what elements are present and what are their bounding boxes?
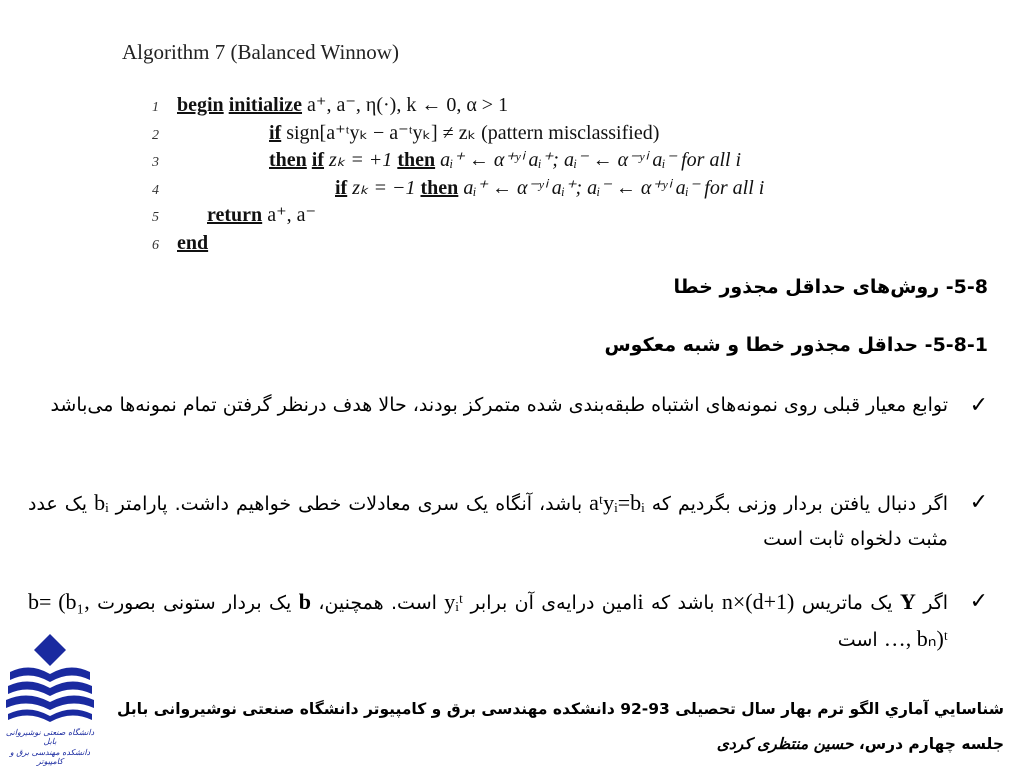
bullet-text-part: یک بردار ستونی بصورت <box>97 592 292 614</box>
bullet-text-part: یک عدد مثبت دلخواه ثابت است <box>28 493 948 550</box>
line-3-text: aᵢ⁺ ← α⁺ʸⁱ aᵢ⁺; aᵢ⁻ ← α⁻ʸⁱ aᵢ⁻ for all i <box>440 149 742 171</box>
line-number: 5 <box>152 210 159 225</box>
keyword-then: then <box>269 149 307 171</box>
line-4-text: aᵢ⁺ ← α⁻ʸⁱ aᵢ⁺; aᵢ⁻ ← α⁺ʸⁱ aᵢ⁻ for all i <box>463 176 765 199</box>
section-heading: 5-8- روش‌های حداقل مجذور خطا <box>673 276 988 298</box>
line-4-condition: zₖ = −1 <box>352 176 416 199</box>
footer-author: حسین منتظری کردی <box>716 735 854 753</box>
parameter-bi: bᵢ <box>94 490 109 515</box>
bullet-text-part: اگر دنبال یافتن بردار وزنی بگردیم که <box>651 493 948 515</box>
logo-text: دانشگاه صنعتی نوشیروانی بابل <box>5 728 95 746</box>
logo-text: دانشکده مهندسی برق و کامپیوتر <box>9 748 91 766</box>
keyword-begin: begin <box>177 94 224 116</box>
bullet-item <box>28 388 988 423</box>
keyword-if: if <box>335 176 348 199</box>
index-i: i <box>637 589 644 614</box>
subsection-heading: 5-8-1- حداقل مجذور خطا و شبه معکوس <box>604 334 988 356</box>
bullet-text-part: اگر <box>923 592 949 614</box>
line-number: 4 <box>152 182 159 198</box>
bullet-text: توابع معیار قبلی روی نمونه‌های اشتباه طبقه‌بندی شده متمرکز بودند، حالا هدف درنظر گرفتن تمام نمونه‌ها می‌باشد <box>50 394 948 416</box>
vector-b: b <box>298 589 311 614</box>
bullet-text-part: باشد که <box>650 592 715 614</box>
vector-b-definition: b= (b₁, …, bₙ)ᵗ <box>28 589 948 651</box>
line-5-text: a⁺, a⁻ <box>267 204 317 226</box>
footer-session: جلسه چهارم درس، <box>858 735 1004 753</box>
keyword-if: if <box>311 149 325 171</box>
equation: aᵗyᵢ=bᵢ <box>589 490 645 515</box>
line-number: 3 <box>152 155 159 170</box>
line-3-condition: zₖ = +1 <box>329 149 393 171</box>
bullet-text <box>28 584 948 658</box>
checkmark-icon: ✓ <box>969 589 988 614</box>
line-2-text: sign[a⁺ᵗyₖ − a⁻ᵗyₖ] ≠ zₖ (pattern misclassified) <box>286 121 660 144</box>
footer-course-info: شناسايي آماري الگو ترم بهار سال تحصیلی 93-92 دانشکده مهندسی برق و کامپیوتر دانشگاه صنعتی نوشیروانی بابل <box>117 700 1004 718</box>
bullet-item <box>28 485 988 557</box>
keyword-if: if <box>269 121 282 144</box>
bullet-text-part: یک ماتریس <box>801 592 893 614</box>
bullet-text-part: باشد، آنگاه یک سری معادلات خطی خواهیم داشت. پارامتر <box>115 493 583 515</box>
checkmark-icon: ✓ <box>969 393 988 418</box>
keyword-then: then <box>420 176 459 199</box>
matrix-Y: Y <box>899 589 916 614</box>
line-number: 2 <box>152 127 159 143</box>
keyword-initialize: initialize <box>228 94 303 116</box>
matrix-dimension: n×(d+1) <box>721 589 795 614</box>
university-logo <box>4 632 96 768</box>
keyword-end: end <box>177 231 209 254</box>
line-1-text: a⁺, a⁻, η(·), k ← 0, α > 1 <box>307 94 509 116</box>
keyword-then: then <box>397 149 436 171</box>
bullet-text-part: است <box>837 629 878 651</box>
keyword-return: return <box>207 204 263 226</box>
bullet-text-part: است. همچنین، <box>318 592 437 614</box>
checkmark-icon: ✓ <box>969 490 988 515</box>
footer-session-info <box>717 735 1004 753</box>
bullet-item <box>28 584 988 658</box>
row-yit: yᵢᵗ <box>444 589 464 614</box>
algorithm-title: Algorithm 7 (Balanced Winnow) <box>122 40 399 64</box>
line-number: 6 <box>152 237 159 253</box>
bullet-text-part: امین درایه‌ی آن برابر <box>470 592 638 614</box>
line-number: 1 <box>152 100 159 115</box>
bullet-text <box>28 485 948 557</box>
